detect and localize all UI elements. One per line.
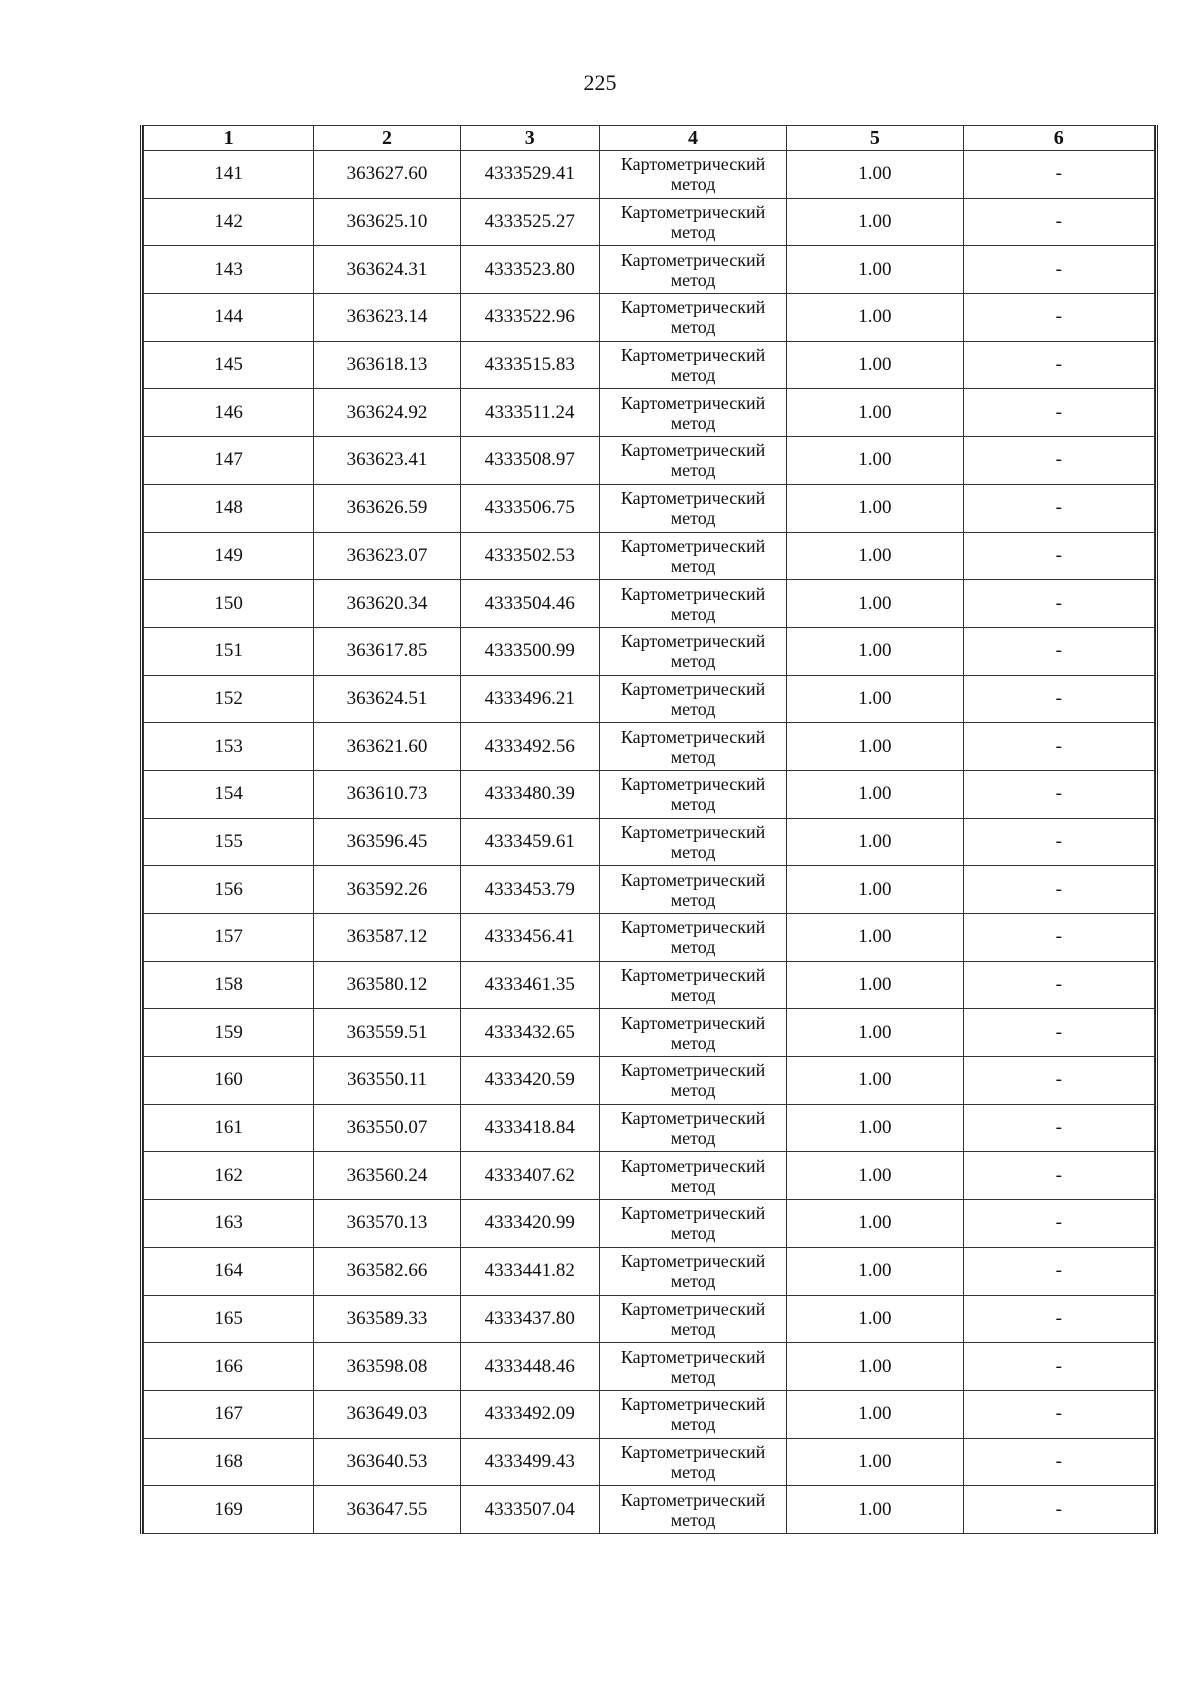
y-coordinate-cell: 4333492.09 bbox=[460, 1390, 599, 1438]
accuracy-cell: 1.00 bbox=[787, 437, 963, 485]
description-cell: - bbox=[963, 341, 1154, 389]
method-cell: Картометрический метод bbox=[599, 1438, 786, 1486]
point-number-cell: 159 bbox=[144, 1009, 314, 1057]
y-coordinate-cell: 4333507.04 bbox=[460, 1486, 599, 1534]
coordinates-table-container bbox=[140, 125, 1158, 1534]
x-coordinate-cell: 363647.55 bbox=[314, 1486, 460, 1534]
table-row bbox=[144, 1104, 1155, 1152]
description-cell: - bbox=[963, 580, 1154, 628]
description-cell: - bbox=[963, 675, 1154, 723]
method-cell: Картометрический метод bbox=[599, 484, 786, 532]
description-cell: - bbox=[963, 770, 1154, 818]
table-row bbox=[144, 1390, 1155, 1438]
accuracy-cell: 1.00 bbox=[787, 1390, 963, 1438]
table-row bbox=[144, 1152, 1155, 1200]
point-number-cell: 153 bbox=[144, 723, 314, 771]
x-coordinate-cell: 363625.10 bbox=[314, 198, 460, 246]
y-coordinate-cell: 4333529.41 bbox=[460, 151, 599, 199]
y-coordinate-cell: 4333407.62 bbox=[460, 1152, 599, 1200]
accuracy-cell: 1.00 bbox=[787, 1104, 963, 1152]
description-cell: - bbox=[963, 1343, 1154, 1391]
column-header-6: 6 bbox=[963, 126, 1154, 151]
method-cell: Картометрический метод bbox=[599, 1343, 786, 1391]
y-coordinate-cell: 4333441.82 bbox=[460, 1247, 599, 1295]
accuracy-cell: 1.00 bbox=[787, 294, 963, 342]
table-body bbox=[144, 151, 1155, 1534]
description-cell: - bbox=[963, 1438, 1154, 1486]
method-cell: Картометрический метод bbox=[599, 675, 786, 723]
point-number-cell: 156 bbox=[144, 866, 314, 914]
y-coordinate-cell: 4333496.21 bbox=[460, 675, 599, 723]
table-row bbox=[144, 1438, 1155, 1486]
description-cell: - bbox=[963, 818, 1154, 866]
method-cell: Картометрический метод bbox=[599, 389, 786, 437]
column-header-2: 2 bbox=[314, 126, 460, 151]
table-row bbox=[144, 627, 1155, 675]
y-coordinate-cell: 4333456.41 bbox=[460, 914, 599, 962]
point-number-cell: 147 bbox=[144, 437, 314, 485]
method-cell: Картометрический метод bbox=[599, 1295, 786, 1343]
point-number-cell: 142 bbox=[144, 198, 314, 246]
x-coordinate-cell: 363570.13 bbox=[314, 1200, 460, 1248]
description-cell: - bbox=[963, 1486, 1154, 1534]
method-cell: Картометрический метод bbox=[599, 1057, 786, 1105]
accuracy-cell: 1.00 bbox=[787, 198, 963, 246]
method-cell: Картометрический метод bbox=[599, 1390, 786, 1438]
x-coordinate-cell: 363627.60 bbox=[314, 151, 460, 199]
x-coordinate-cell: 363624.92 bbox=[314, 389, 460, 437]
table-row bbox=[144, 294, 1155, 342]
point-number-cell: 155 bbox=[144, 818, 314, 866]
description-cell: - bbox=[963, 198, 1154, 246]
table-row bbox=[144, 580, 1155, 628]
accuracy-cell: 1.00 bbox=[787, 1295, 963, 1343]
description-cell: - bbox=[963, 151, 1154, 199]
y-coordinate-cell: 4333420.99 bbox=[460, 1200, 599, 1248]
description-cell: - bbox=[963, 1200, 1154, 1248]
description-cell: - bbox=[963, 437, 1154, 485]
point-number-cell: 145 bbox=[144, 341, 314, 389]
x-coordinate-cell: 363618.13 bbox=[314, 341, 460, 389]
x-coordinate-cell: 363617.85 bbox=[314, 627, 460, 675]
description-cell: - bbox=[963, 246, 1154, 294]
y-coordinate-cell: 4333448.46 bbox=[460, 1343, 599, 1391]
method-cell: Картометрический метод bbox=[599, 1486, 786, 1534]
method-cell: Картометрический метод bbox=[599, 1152, 786, 1200]
description-cell: - bbox=[963, 961, 1154, 1009]
x-coordinate-cell: 363626.59 bbox=[314, 484, 460, 532]
table-row bbox=[144, 723, 1155, 771]
y-coordinate-cell: 4333500.99 bbox=[460, 627, 599, 675]
accuracy-cell: 1.00 bbox=[787, 580, 963, 628]
accuracy-cell: 1.00 bbox=[787, 1247, 963, 1295]
method-cell: Картометрический метод bbox=[599, 914, 786, 962]
method-cell: Картометрический метод bbox=[599, 294, 786, 342]
x-coordinate-cell: 363582.66 bbox=[314, 1247, 460, 1295]
y-coordinate-cell: 4333499.43 bbox=[460, 1438, 599, 1486]
accuracy-cell: 1.00 bbox=[787, 1057, 963, 1105]
point-number-cell: 164 bbox=[144, 1247, 314, 1295]
y-coordinate-cell: 4333504.46 bbox=[460, 580, 599, 628]
method-cell: Картометрический метод bbox=[599, 1009, 786, 1057]
x-coordinate-cell: 363610.73 bbox=[314, 770, 460, 818]
x-coordinate-cell: 363596.45 bbox=[314, 818, 460, 866]
accuracy-cell: 1.00 bbox=[787, 1343, 963, 1391]
y-coordinate-cell: 4333453.79 bbox=[460, 866, 599, 914]
y-coordinate-cell: 4333511.24 bbox=[460, 389, 599, 437]
y-coordinate-cell: 4333492.56 bbox=[460, 723, 599, 771]
method-cell: Картометрический метод bbox=[599, 580, 786, 628]
point-number-cell: 160 bbox=[144, 1057, 314, 1105]
table-row bbox=[144, 1486, 1155, 1534]
y-coordinate-cell: 4333437.80 bbox=[460, 1295, 599, 1343]
method-cell: Картометрический метод bbox=[599, 866, 786, 914]
accuracy-cell: 1.00 bbox=[787, 770, 963, 818]
method-cell: Картометрический метод bbox=[599, 1104, 786, 1152]
description-cell: - bbox=[963, 1295, 1154, 1343]
x-coordinate-cell: 363623.14 bbox=[314, 294, 460, 342]
description-cell: - bbox=[963, 1057, 1154, 1105]
description-cell: - bbox=[963, 914, 1154, 962]
point-number-cell: 148 bbox=[144, 484, 314, 532]
coordinates-table bbox=[143, 125, 1155, 1534]
description-cell: - bbox=[963, 627, 1154, 675]
x-coordinate-cell: 363624.31 bbox=[314, 246, 460, 294]
accuracy-cell: 1.00 bbox=[787, 1486, 963, 1534]
x-coordinate-cell: 363550.07 bbox=[314, 1104, 460, 1152]
column-header-1: 1 bbox=[144, 126, 314, 151]
point-number-cell: 149 bbox=[144, 532, 314, 580]
point-number-cell: 157 bbox=[144, 914, 314, 962]
description-cell: - bbox=[963, 1009, 1154, 1057]
method-cell: Картометрический метод bbox=[599, 198, 786, 246]
x-coordinate-cell: 363592.26 bbox=[314, 866, 460, 914]
column-header-3: 3 bbox=[460, 126, 599, 151]
accuracy-cell: 1.00 bbox=[787, 1152, 963, 1200]
accuracy-cell: 1.00 bbox=[787, 1009, 963, 1057]
accuracy-cell: 1.00 bbox=[787, 818, 963, 866]
accuracy-cell: 1.00 bbox=[787, 866, 963, 914]
point-number-cell: 150 bbox=[144, 580, 314, 628]
description-cell: - bbox=[963, 1247, 1154, 1295]
x-coordinate-cell: 363560.24 bbox=[314, 1152, 460, 1200]
table-row bbox=[144, 1057, 1155, 1105]
table-row bbox=[144, 246, 1155, 294]
method-cell: Картометрический метод bbox=[599, 1200, 786, 1248]
table-row bbox=[144, 961, 1155, 1009]
description-cell: - bbox=[963, 1104, 1154, 1152]
point-number-cell: 141 bbox=[144, 151, 314, 199]
method-cell: Картометрический метод bbox=[599, 723, 786, 771]
accuracy-cell: 1.00 bbox=[787, 389, 963, 437]
page-number: 225 bbox=[583, 70, 617, 95]
point-number-cell: 167 bbox=[144, 1390, 314, 1438]
table-row bbox=[144, 484, 1155, 532]
accuracy-cell: 1.00 bbox=[787, 151, 963, 199]
x-coordinate-cell: 363623.07 bbox=[314, 532, 460, 580]
accuracy-cell: 1.00 bbox=[787, 914, 963, 962]
y-coordinate-cell: 4333515.83 bbox=[460, 341, 599, 389]
x-coordinate-cell: 363559.51 bbox=[314, 1009, 460, 1057]
y-coordinate-cell: 4333523.80 bbox=[460, 246, 599, 294]
accuracy-cell: 1.00 bbox=[787, 341, 963, 389]
y-coordinate-cell: 4333480.39 bbox=[460, 770, 599, 818]
y-coordinate-cell: 4333461.35 bbox=[460, 961, 599, 1009]
header-row bbox=[144, 126, 1155, 151]
method-cell: Картометрический метод bbox=[599, 532, 786, 580]
accuracy-cell: 1.00 bbox=[787, 246, 963, 294]
point-number-cell: 165 bbox=[144, 1295, 314, 1343]
accuracy-cell: 1.00 bbox=[787, 532, 963, 580]
accuracy-cell: 1.00 bbox=[787, 627, 963, 675]
point-number-cell: 146 bbox=[144, 389, 314, 437]
y-coordinate-cell: 4333432.65 bbox=[460, 1009, 599, 1057]
table-row bbox=[144, 1295, 1155, 1343]
table-row bbox=[144, 341, 1155, 389]
method-cell: Картометрический метод bbox=[599, 961, 786, 1009]
point-number-cell: 169 bbox=[144, 1486, 314, 1534]
column-header-4: 4 bbox=[599, 126, 786, 151]
table-row bbox=[144, 1247, 1155, 1295]
method-cell: Картометрический метод bbox=[599, 627, 786, 675]
method-cell: Картометрический метод bbox=[599, 818, 786, 866]
description-cell: - bbox=[963, 484, 1154, 532]
table-row bbox=[144, 389, 1155, 437]
table-row bbox=[144, 198, 1155, 246]
point-number-cell: 158 bbox=[144, 961, 314, 1009]
accuracy-cell: 1.00 bbox=[787, 1200, 963, 1248]
point-number-cell: 151 bbox=[144, 627, 314, 675]
x-coordinate-cell: 363649.03 bbox=[314, 1390, 460, 1438]
x-coordinate-cell: 363598.08 bbox=[314, 1343, 460, 1391]
y-coordinate-cell: 4333508.97 bbox=[460, 437, 599, 485]
accuracy-cell: 1.00 bbox=[787, 484, 963, 532]
table-row bbox=[144, 770, 1155, 818]
point-number-cell: 154 bbox=[144, 770, 314, 818]
description-cell: - bbox=[963, 532, 1154, 580]
accuracy-cell: 1.00 bbox=[787, 961, 963, 1009]
y-coordinate-cell: 4333418.84 bbox=[460, 1104, 599, 1152]
description-cell: - bbox=[963, 723, 1154, 771]
x-coordinate-cell: 363624.51 bbox=[314, 675, 460, 723]
point-number-cell: 166 bbox=[144, 1343, 314, 1391]
x-coordinate-cell: 363620.34 bbox=[314, 580, 460, 628]
x-coordinate-cell: 363640.53 bbox=[314, 1438, 460, 1486]
table-row bbox=[144, 914, 1155, 962]
point-number-cell: 163 bbox=[144, 1200, 314, 1248]
table-row bbox=[144, 675, 1155, 723]
point-number-cell: 168 bbox=[144, 1438, 314, 1486]
method-cell: Картометрический метод bbox=[599, 770, 786, 818]
point-number-cell: 152 bbox=[144, 675, 314, 723]
y-coordinate-cell: 4333420.59 bbox=[460, 1057, 599, 1105]
point-number-cell: 143 bbox=[144, 246, 314, 294]
y-coordinate-cell: 4333506.75 bbox=[460, 484, 599, 532]
accuracy-cell: 1.00 bbox=[787, 675, 963, 723]
description-cell: - bbox=[963, 1152, 1154, 1200]
description-cell: - bbox=[963, 866, 1154, 914]
description-cell: - bbox=[963, 294, 1154, 342]
table-row bbox=[144, 1009, 1155, 1057]
table-row bbox=[144, 437, 1155, 485]
y-coordinate-cell: 4333525.27 bbox=[460, 198, 599, 246]
accuracy-cell: 1.00 bbox=[787, 1438, 963, 1486]
x-coordinate-cell: 363589.33 bbox=[314, 1295, 460, 1343]
x-coordinate-cell: 363550.11 bbox=[314, 1057, 460, 1105]
description-cell: - bbox=[963, 389, 1154, 437]
x-coordinate-cell: 363580.12 bbox=[314, 961, 460, 1009]
y-coordinate-cell: 4333459.61 bbox=[460, 818, 599, 866]
y-coordinate-cell: 4333522.96 bbox=[460, 294, 599, 342]
x-coordinate-cell: 363587.12 bbox=[314, 914, 460, 962]
point-number-cell: 161 bbox=[144, 1104, 314, 1152]
table-row bbox=[144, 1343, 1155, 1391]
table-row bbox=[144, 532, 1155, 580]
description-cell: - bbox=[963, 1390, 1154, 1438]
method-cell: Картометрический метод bbox=[599, 246, 786, 294]
table-row bbox=[144, 866, 1155, 914]
y-coordinate-cell: 4333502.53 bbox=[460, 532, 599, 580]
method-cell: Картометрический метод bbox=[599, 341, 786, 389]
accuracy-cell: 1.00 bbox=[787, 723, 963, 771]
x-coordinate-cell: 363623.41 bbox=[314, 437, 460, 485]
method-cell: Картометрический метод bbox=[599, 151, 786, 199]
method-cell: Картометрический метод bbox=[599, 437, 786, 485]
method-cell: Картометрический метод bbox=[599, 1247, 786, 1295]
x-coordinate-cell: 363621.60 bbox=[314, 723, 460, 771]
table-row bbox=[144, 151, 1155, 199]
table-row bbox=[144, 818, 1155, 866]
column-header-5: 5 bbox=[787, 126, 963, 151]
point-number-cell: 162 bbox=[144, 1152, 314, 1200]
table-row bbox=[144, 1200, 1155, 1248]
point-number-cell: 144 bbox=[144, 294, 314, 342]
